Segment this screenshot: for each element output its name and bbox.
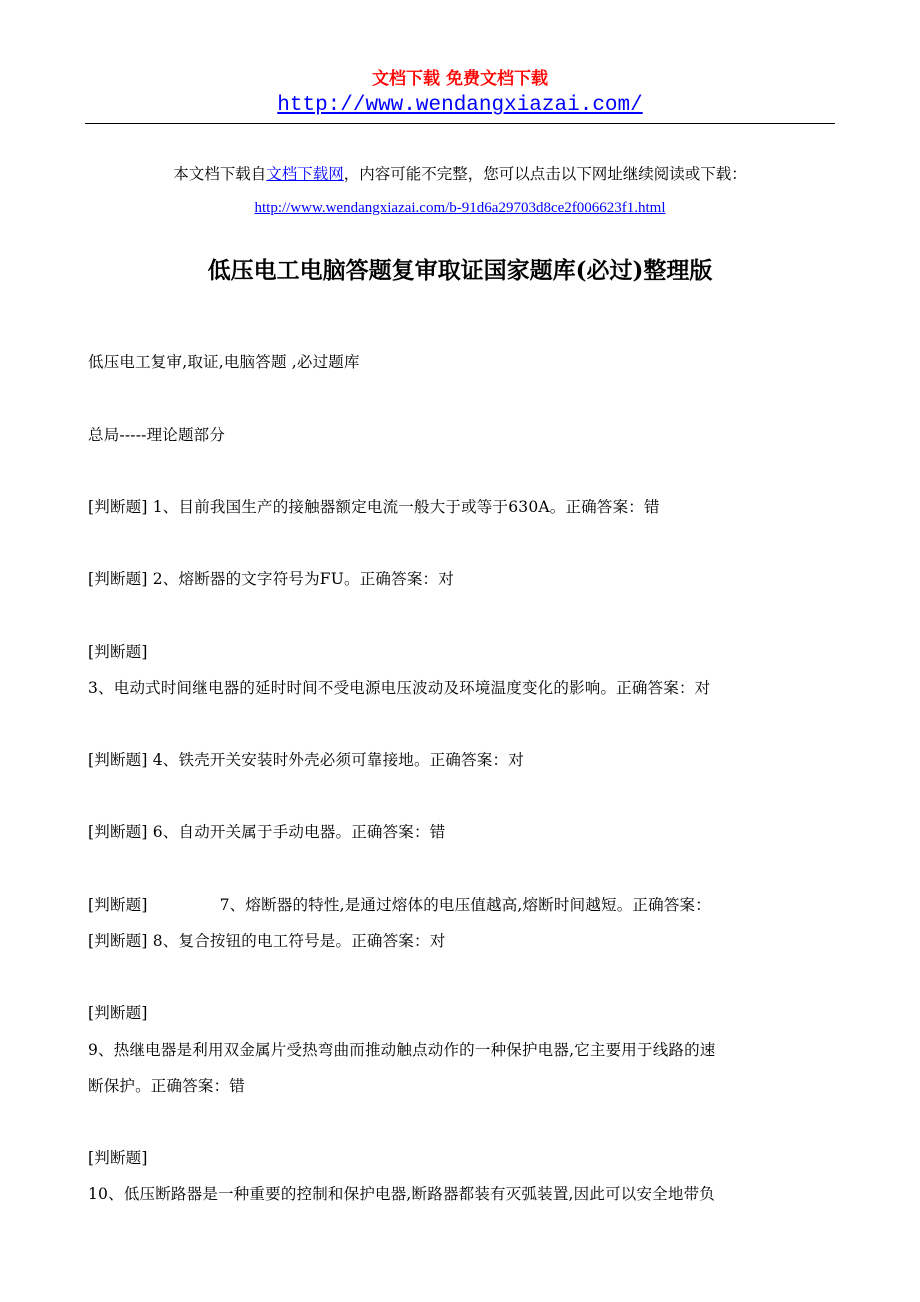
site-url-link[interactable]: http://www.wendangxiazai.com/: [277, 94, 643, 117]
question-text: 4、铁壳开关安装时外壳必须可靠接地。正确答案：对: [147, 751, 524, 769]
intro-suffix: ，内容可能不完整，您可以点击以下网址继续阅读或下载：: [343, 165, 747, 183]
header-divider: [85, 123, 835, 124]
question-tag: [判断题]: [88, 570, 148, 588]
intro-prefix: 本文档下载自: [173, 165, 267, 183]
question-10-tag: [判断题]: [88, 1149, 148, 1167]
question-3-tag: [判断题]: [88, 643, 148, 661]
question-text: 6、自动开关属于手动电器。正确答案：错: [147, 823, 446, 841]
question-tag: [判断题]: [88, 751, 148, 769]
question-text: 2、熔断器的文字符号为FU。正确答案：对: [147, 570, 454, 588]
question-text: 7、熔断器的特性,是通过熔体的电压值越高,熔断时间越短。正确答案：: [219, 896, 711, 914]
question-9-line-1: 9、热继电器是利用双金属片受热弯曲而推动触点动作的一种保护电器,它主要用于线路的速: [88, 1041, 716, 1059]
question-10-line-1: 10、低压断路器是一种重要的控制和保护电器,断路器都装有灭弧装置,因此可以安全地带负: [88, 1185, 715, 1203]
section-heading: 总局-----理论题部分: [88, 426, 226, 444]
document-title: 低压电工电脑答题复审取证国家题库(必过)整理版: [207, 257, 713, 284]
question-tag: [判断题]: [88, 896, 148, 914]
intro-notice: [0, 162, 920, 184]
question-text: 8、复合按钮的电工符号是。正确答案：对: [147, 932, 446, 950]
source-url-link[interactable]: http://www.wendangxiazai.com/b-91d6a29703d8ce2f006623f1.html: [254, 200, 666, 216]
question-7: [88, 893, 711, 915]
question-2: [88, 567, 454, 589]
question-6: [88, 820, 445, 842]
question-3: 3、电动式时间继电器的延时时间不受电源电压波动及环境温度变化的影响。正确答案：对: [88, 679, 711, 697]
question-9-line-2: 断保护。正确答案：错: [88, 1077, 246, 1095]
question-tag: [判断题]: [88, 932, 148, 950]
document-subtitle: 低压电工复审,取证,电脑答题 ,必过题库: [88, 353, 360, 371]
question-1: [88, 495, 660, 517]
question-8: [88, 929, 445, 951]
question-4: [88, 748, 524, 770]
question-tag: [判断题]: [88, 823, 148, 841]
question-tag: [判断题]: [88, 498, 148, 516]
intro-site-link[interactable]: 文档下载网: [266, 165, 344, 183]
question-text: 1、目前我国生产的接触器额定电流一般大于或等于630A。正确答案：错: [147, 498, 660, 516]
site-name: 文档下载 免费文档下载: [372, 69, 548, 89]
question-9-tag: [判断题]: [88, 1004, 148, 1022]
